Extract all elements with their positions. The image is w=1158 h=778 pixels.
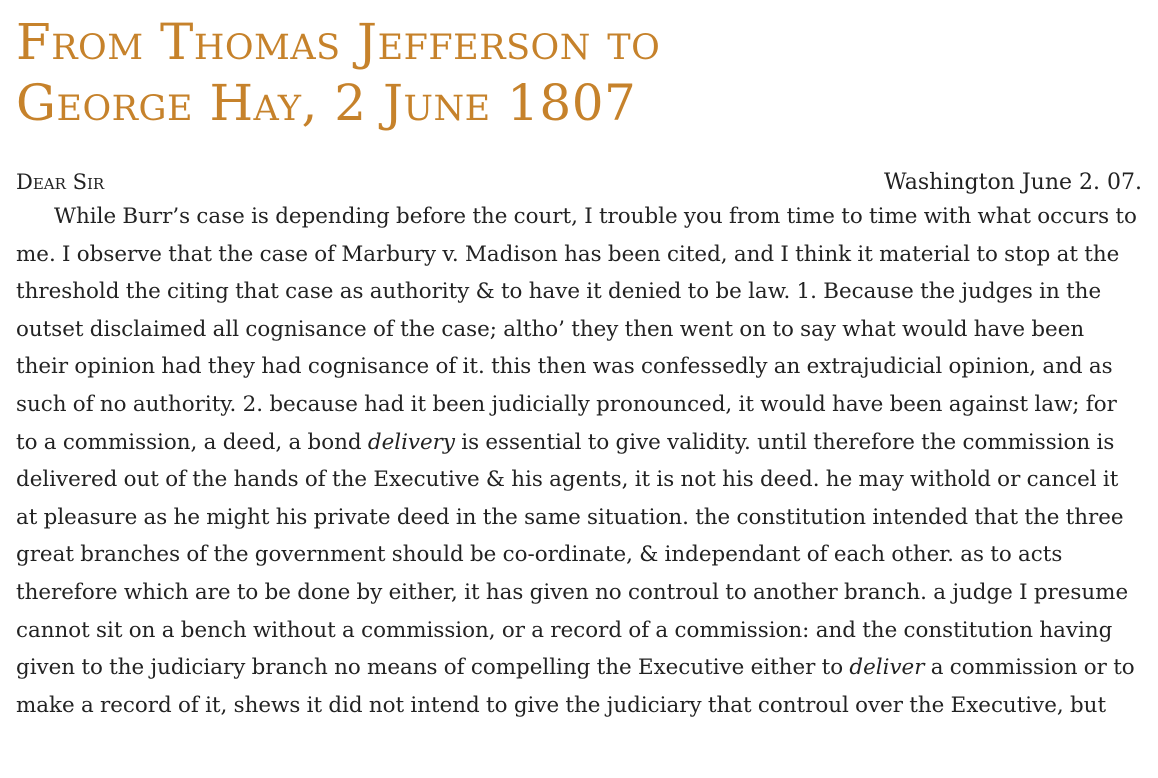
body-segment-3: a commission or to make a record of it, shews it did not intend to give the judiciary that controul over the Executive, but: [16, 655, 1135, 718]
emphasis-delivery: delivery: [367, 429, 455, 455]
document-page: [16, 0, 1142, 724]
salutation-row: [16, 169, 1142, 196]
body-segment-2: is essential to give validity. until therefore the commission is delivered out of the hands of the Executive & his agents, it is not his deed. he may withold or cancel it at pleasure as he might his private deed in the same situation. the constitution intended that the three great branches of the government should be co-ordinate, & independant of each other. as to acts therefore which are to be done by either, it has given no controul to another branch. a judge I presume cannot sit on a bench without a commission, or a record of a commission: and the constitution having given to the judiciary branch no means of compelling the Executive either to: [16, 429, 1129, 681]
body-segment-1: While Burr’s case is depending before the court, I trouble you from time to time with what occurs to me. I observe that the case of Marbury v. Madison has been cited, and I think it material to stop at the threshold the citing that case as authority & to have it denied to be law. 1. Because the judges in the outset disclaimed all cognisance of the case; altho’ they then went on to say what would have been their opinion had they had cognisance of it. this then was confessedly an extrajudicial opinion, and as such of no authority. 2. because had it been judicially pronounced, it would have been against law; for to a commission, a deed, a bond: [16, 204, 1137, 455]
dateline: Washington June 2. 07.: [884, 170, 1142, 195]
emphasis-deliver: deliver: [849, 655, 925, 681]
title-line-2: George Hay, 2 June 1807: [16, 74, 637, 132]
salutation: Dear Sir: [16, 170, 105, 194]
title-line-1: From Thomas Jefferson to: [16, 13, 661, 71]
letter-body: [16, 198, 1142, 724]
page-title: [16, 0, 1142, 134]
